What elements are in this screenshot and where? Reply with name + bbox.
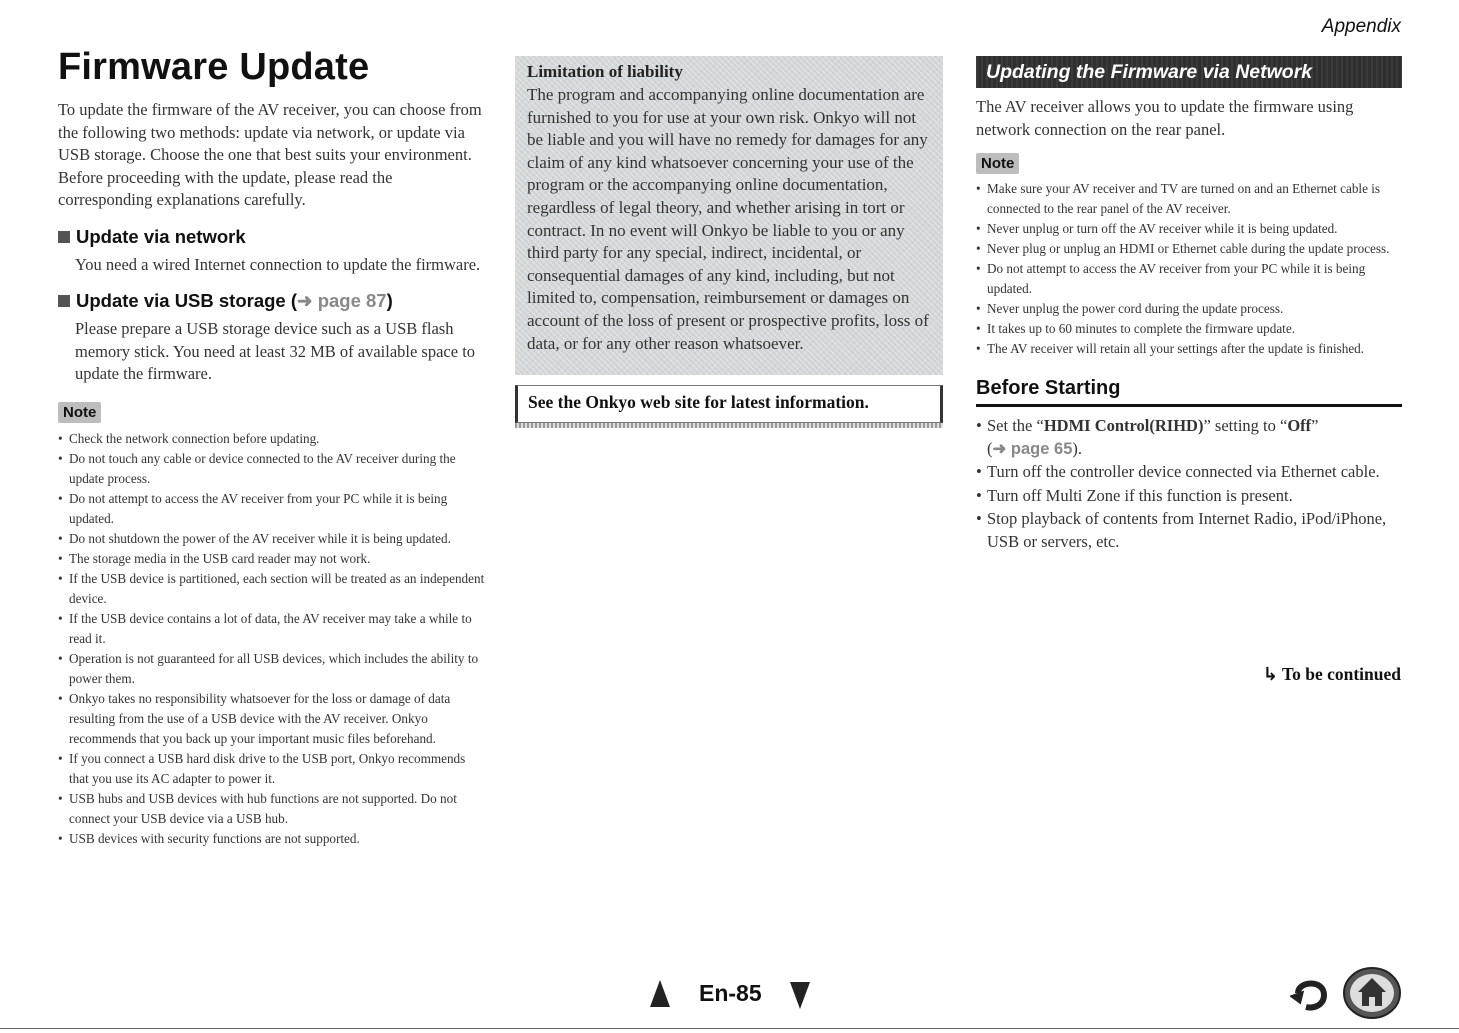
to-be-continued [1263,664,1401,685]
list-item: • Make sure your AV receiver and TV are turned on and an Ethernet cable is connected to the rear panel of the AV receiver. [976,179,1402,219]
liability-box [515,56,943,375]
square-bullet-icon [58,231,70,243]
list-item: • The AV receiver will retain all your settings after the update is finished. [976,339,1402,359]
see-website-box: See the Onkyo web site for latest information. [515,385,943,423]
square-bullet-icon [58,295,70,307]
list-item: • Stop playback of contents from Internet Radio, iPod/iPhone, USB or servers, etc. [976,508,1402,553]
next-page-icon[interactable] [790,982,810,1009]
list-item: • Do not shutdown the power of the AV receiver while it is being updated. [58,529,488,549]
list-item: • Never unplug the power cord during the update process. [976,299,1402,319]
list-item: • The storage media in the USB card reader may not work. [58,549,488,569]
list-item: • If you connect a USB hard disk drive to the USB port, Onkyo recommends that you use its AC adapter to power it. [58,749,488,789]
list-item: • Do not touch any cable or device connected to the AV receiver during the update process. [58,449,488,489]
network-heading-text: Update via network [76,225,246,247]
liability-body: The program and accompanying online documentation are furnished to you for use at your own risk. Onkyo will not be liable and you will have no remedy for damages for any claim of any kind whatsoever concerning your use of the program or the accompanying online documentation, regardless of legal theory, and whether arising in tort or contract. In no event will Onkyo be liable to you or any third party for any special, indirect, incidental, or consequential damages of any kind, including, but not limited to, compensation, reimbursement or damages on account of the loss of present or prospective profits, loss of data, or for any other reason whatsoever. [527,85,929,353]
network-heading [58,226,488,248]
left-column [58,46,488,849]
hdmi-page-link[interactable]: page 65 [1010,439,1073,458]
list-item: • Onkyo takes no responsibility whatsoever for the loss or damage of data resulting from the use of a USB device with the AV receiver. Onkyo recommends that you back up your important music files beforehand. [58,689,488,749]
list-item: • If the USB device contains a lot of data, the AV receiver may take a while to read it. [58,609,488,649]
list-item: • It takes up to 60 minutes to complete the firmware update. [976,319,1402,339]
bottom-rule [0,1028,1459,1029]
usb-page-link[interactable]: page 87 [317,290,387,311]
list-item [976,415,1402,460]
text-fragment: Set the “ [987,416,1044,435]
note-badge: Note [976,153,1019,174]
list-item: • Do not attempt to access the AV receiver from your PC while it is being updated. [976,259,1402,299]
liability-title: Limitation of liability [527,62,683,81]
left-note-list [58,429,488,849]
continue-arrow-icon: ↳ [1262,664,1279,685]
usb-heading [58,290,488,312]
network-intro: The AV receiver allows you to update the firmware using network connection on the rear panel. [976,97,1354,139]
usb-heading-text: Update via USB storage ( [76,290,298,311]
list-item: • Turn off Multi Zone if this function is present. [976,485,1402,508]
usb-body: Please prepare a USB storage device such as a USB flash memory stick. You need at least 32 MB of available space to update the firmware. [75,319,476,383]
list-item: • Turn off the controller device connected via Ethernet cable. [976,461,1402,484]
right-note-list [976,179,1402,359]
list-item: • USB hubs and USB devices with hub functions are not supported. Do not connect your USB device via a USB hub. [58,789,488,829]
text-fragment: ). [1072,438,1082,458]
usb-heading-end: ) [386,290,393,311]
section-label: Appendix [1321,16,1401,37]
note-badge: Note [58,402,101,423]
setting-value: Off [1287,416,1312,435]
network-banner: Updating the Firmware via Network [976,56,1402,88]
right-column [976,56,1402,554]
list-item: • Do not attempt to access the AV receiver from your PC while it is being updated. [58,489,488,529]
page-number: En-85 [699,980,762,1006]
list-item: • Never unplug or turn off the AV receiver while it is being updated. [976,219,1402,239]
home-icon[interactable] [1342,966,1402,1020]
arrow-right-icon: ➜ [297,290,318,311]
setting-name: HDMI Control(RIHD) [1043,416,1204,435]
page-title: Firmware Update [58,46,370,88]
text-fragment: ” setting to “ [1203,416,1288,435]
before-starting-heading: Before Starting [976,377,1402,407]
before-starting-list [976,415,1402,553]
list-item: • USB devices with security functions are not supported. [58,829,488,849]
list-item: • Check the network connection before updating. [58,429,488,449]
text-fragment: ” [1311,416,1319,435]
prev-page-icon[interactable] [650,980,670,1007]
left-note-block [58,402,488,849]
back-icon[interactable] [1290,975,1332,1013]
list-item: • Operation is not guaranteed for all USB devices, which includes the ability to power them. [58,649,488,689]
intro-text: To update the firmware of the AV receiver, you can choose from the following two methods: update via network, or update via USB storage. Choose the one that best suits your environment. Before proceeding with the update, please read the corresponding explanations carefully. [58,100,482,209]
continued-text: To be continued [1282,664,1401,684]
text-fragment: ( [987,438,993,458]
list-item: • Never plug or unplug an HDMI or Ethernet cable during the update process. [976,239,1402,259]
list-item: • If the USB device is partitioned, each section will be treated as an independent device. [58,569,488,609]
arrow-right-icon: ➜ [992,439,1011,458]
network-body: You need a wired Internet connection to update the firmware. [75,254,481,274]
